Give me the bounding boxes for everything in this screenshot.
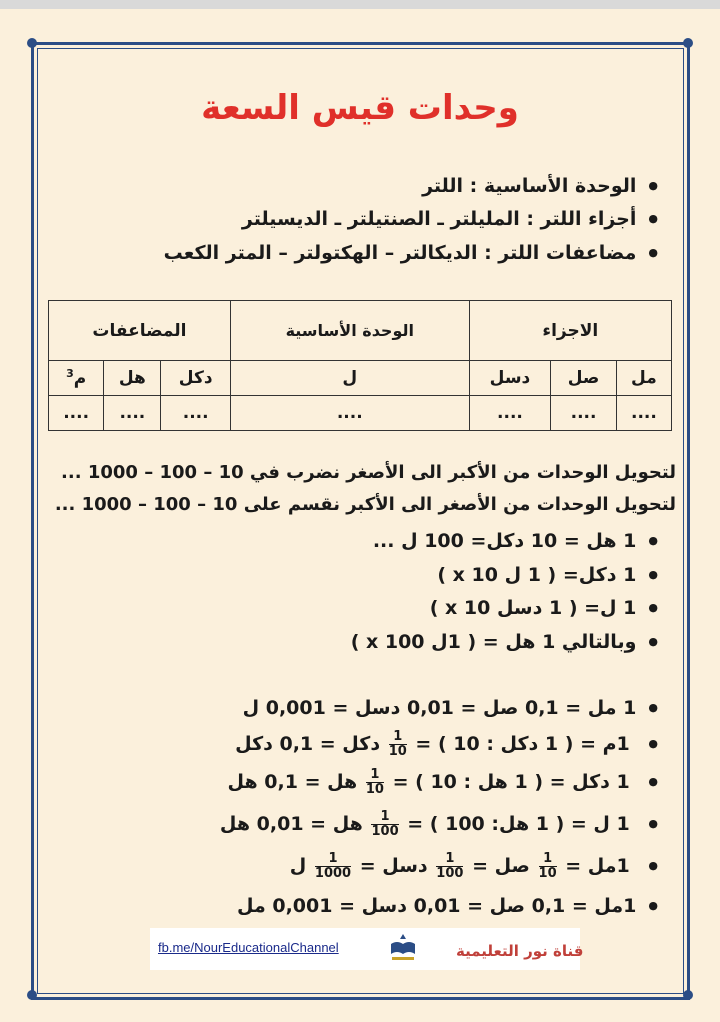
- fraction: [389, 730, 407, 759]
- intro-multiples: ● مضاعفات اللتر : الديكالتر – الهكتولتر – المتر الكعب: [164, 242, 658, 264]
- example-line: ● وبالتالي 1 هل = ( 1ل x 100 ): [351, 631, 658, 653]
- frame-corner-dot: [683, 38, 693, 48]
- unit-cell: هل: [104, 361, 161, 396]
- fraction-numerator: 1: [371, 810, 398, 825]
- fraction-denominator: 10: [388, 744, 407, 759]
- rule-small-to-big: لتحويل الوحدات من الأصغر الى الأكبر نقسم على 10 – 100 – 1000 ...: [54, 494, 676, 515]
- text-part: دكل = 0,1 دكل: [235, 733, 381, 755]
- fraction-numerator: 1: [436, 852, 463, 867]
- facebook-link[interactable]: fb.me/NourEducationalChannel: [158, 940, 339, 955]
- blank-cell: ....: [230, 396, 469, 431]
- text-part: هل = 0,1 هل: [227, 771, 358, 793]
- unit-label: م: [73, 368, 87, 389]
- header-parts: الاجزاء: [469, 301, 671, 361]
- frame-corner-dot: [27, 990, 37, 1000]
- fraction: [315, 852, 351, 881]
- fraction: [436, 852, 463, 881]
- header-multiples: المضاعفات: [49, 301, 231, 361]
- text-part: 1مل =: [565, 855, 630, 877]
- blank-cell: ....: [469, 396, 551, 431]
- page-title: وحدات قيس السعة: [201, 88, 519, 128]
- channel-logo-icon: [388, 930, 418, 964]
- blank-cell: ....: [161, 396, 230, 431]
- example-fraction-line: [220, 810, 658, 839]
- blank-cell: ....: [49, 396, 104, 431]
- fraction-denominator: 100: [436, 866, 464, 881]
- fraction: [539, 852, 557, 881]
- unit-cell: مل: [616, 361, 671, 396]
- unit-cell-cubic-meter: [49, 361, 104, 396]
- unit-cell: ل: [230, 361, 469, 396]
- text-part: صل =: [472, 855, 530, 877]
- fraction-numerator: 1: [315, 852, 351, 867]
- blank-cell: ....: [616, 396, 671, 431]
- text-part: 1م = ( 1 دكل : 10 ) =: [415, 733, 630, 755]
- intro-base-unit: ● الوحدة الأساسية : اللتر: [422, 175, 658, 197]
- example-fraction-line: [228, 768, 658, 797]
- channel-name: قناة نور التعليمية: [456, 942, 584, 960]
- example-line: ● 1 ل= ( 1 دسل x 10 ): [430, 597, 658, 619]
- cube-superscript: 3: [66, 367, 74, 381]
- text-part: ل: [289, 855, 307, 877]
- blank-cell: ....: [104, 396, 161, 431]
- blank-cell: ....: [551, 396, 617, 431]
- fraction-numerator: 1: [539, 852, 557, 867]
- fraction-numerator: 1: [389, 730, 407, 745]
- example-line: ● 1مل = 0,1 صل = 0,01 دسل = 0,001 مل: [237, 895, 658, 917]
- frame-corner-dot: [27, 38, 37, 48]
- unit-cell: صل: [551, 361, 617, 396]
- unit-cell: دسل: [469, 361, 551, 396]
- example-fraction-line: [290, 852, 658, 881]
- fraction-denominator: 10: [365, 782, 384, 797]
- fraction-numerator: 1: [366, 768, 384, 783]
- text-part: 1 دكل = ( 1 هل : 10 ) =: [392, 771, 630, 793]
- fraction: [366, 768, 384, 797]
- units-table: [48, 300, 672, 431]
- top-strip: [0, 0, 720, 9]
- unit-cell: دكل: [161, 361, 230, 396]
- text-part: هل = 0,01 هل: [219, 813, 363, 835]
- example-line: ● 1 مل = 0,1 صل = 0,01 دسل = 0,001 ل: [243, 697, 658, 719]
- fraction-denominator: 100: [371, 824, 399, 839]
- intro-parts: ● أجزاء اللتر : المليلتر ـ الصنتيلتر ـ الديسيلتر: [242, 208, 658, 230]
- rule-big-to-small: لتحويل الوحدات من الأكبر الى الأصغر نضرب في 10 – 100 – 1000 ...: [61, 462, 676, 483]
- example-line: ● 1 دكل= ( 1 ل x 10 ): [437, 564, 658, 586]
- fraction: [371, 810, 398, 839]
- example-line: ● 1 هل = 10 دكل= 100 ل ...: [373, 530, 658, 552]
- text-part: دسل =: [359, 855, 428, 877]
- text-part: 1 ل = ( 1 هل: 100 ) =: [407, 813, 630, 835]
- fraction-denominator: 10: [538, 866, 557, 881]
- example-fraction-line: [235, 730, 658, 759]
- frame-corner-dot: [683, 990, 693, 1000]
- header-base-unit: الوحدة الأساسية: [230, 301, 469, 361]
- fraction-denominator: 1000: [314, 866, 352, 881]
